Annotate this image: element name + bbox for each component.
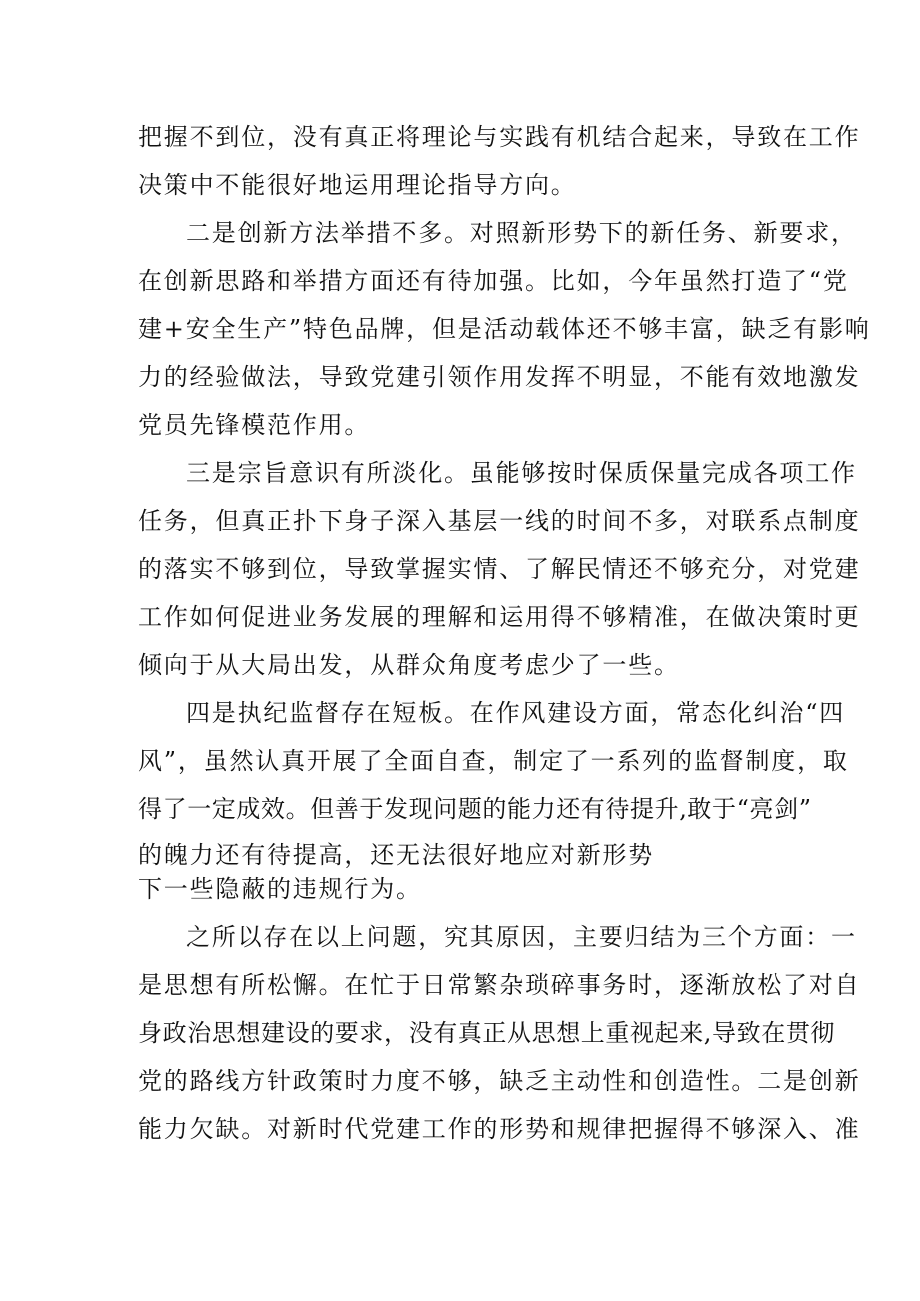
text-line: 决策中不能很好地运用理论指导方向。	[138, 171, 577, 199]
paragraph-start-line: 二是创新方法举措不多。对照新形势下的新任务、新要求，	[186, 219, 857, 247]
text-line: 力的经验做法，导致党建引领作用发挥不明显，不能有效地激发	[138, 363, 861, 391]
text-line: 身政治思想建设的要求，没有真正从思想上重视起来,导致在贯彻	[138, 1019, 836, 1047]
text-line: 下一些隐蔽的违规行为。	[138, 875, 422, 903]
text-line: 在创新思路和举措方面还有待加强。比如，今年虽然打造了“党	[138, 267, 849, 295]
paragraph-start-line: 三是宗旨意识有所淡化。虽能够按时保质保量完成各项工作	[186, 459, 857, 487]
text-line: 工作如何促进业务发展的理解和运用得不够精准，在做决策时更	[138, 603, 861, 631]
text-line: 建+安全生产”特色品牌，但是活动载体还不够丰富，缺乏有影响	[138, 315, 871, 343]
text-line: 是思想有所松懈。在忙于日常繁杂琐碎事务时，逐渐放松了对自	[138, 971, 861, 999]
text-line: 党员先锋模范作用。	[138, 411, 371, 439]
text-line: 任务，但真正扑下身子深入基层一线的时间不多，对联系点制度	[138, 507, 861, 535]
text-line: 的魄力还有待提高，还无法很好地应对新形势	[138, 841, 654, 869]
text-line: 把握不到位，没有真正将理论与实践有机结合起来，导致在工作	[138, 123, 861, 151]
text-line: 得了一定成效。但善于发现问题的能力还有待提升,敢于“亮剑”	[138, 795, 812, 823]
text-line: 党的路线方针政策时力度不够，缺乏主动性和创造性。二是创新	[138, 1067, 861, 1095]
paragraph-start-line: 四是执纪监督存在短板。在作风建设方面，常态化纠治“四	[186, 699, 846, 727]
text-line: 的落实不够到位，导致掌握实情、了解民情还不够充分，对党建	[138, 555, 861, 583]
text-line: 倾向于从大局出发，从群众角度考虑少了一些。	[138, 651, 680, 679]
text-line: 风”，虽然认真开展了全面自查，制定了一系列的监督制度，取	[138, 747, 849, 775]
text-line: 能力欠缺。对新时代党建工作的形势和规律把握得不够深入、准	[138, 1115, 861, 1143]
paragraph-start-line: 之所以存在以上问题，究其原因，主要归结为三个方面：一	[186, 923, 857, 951]
